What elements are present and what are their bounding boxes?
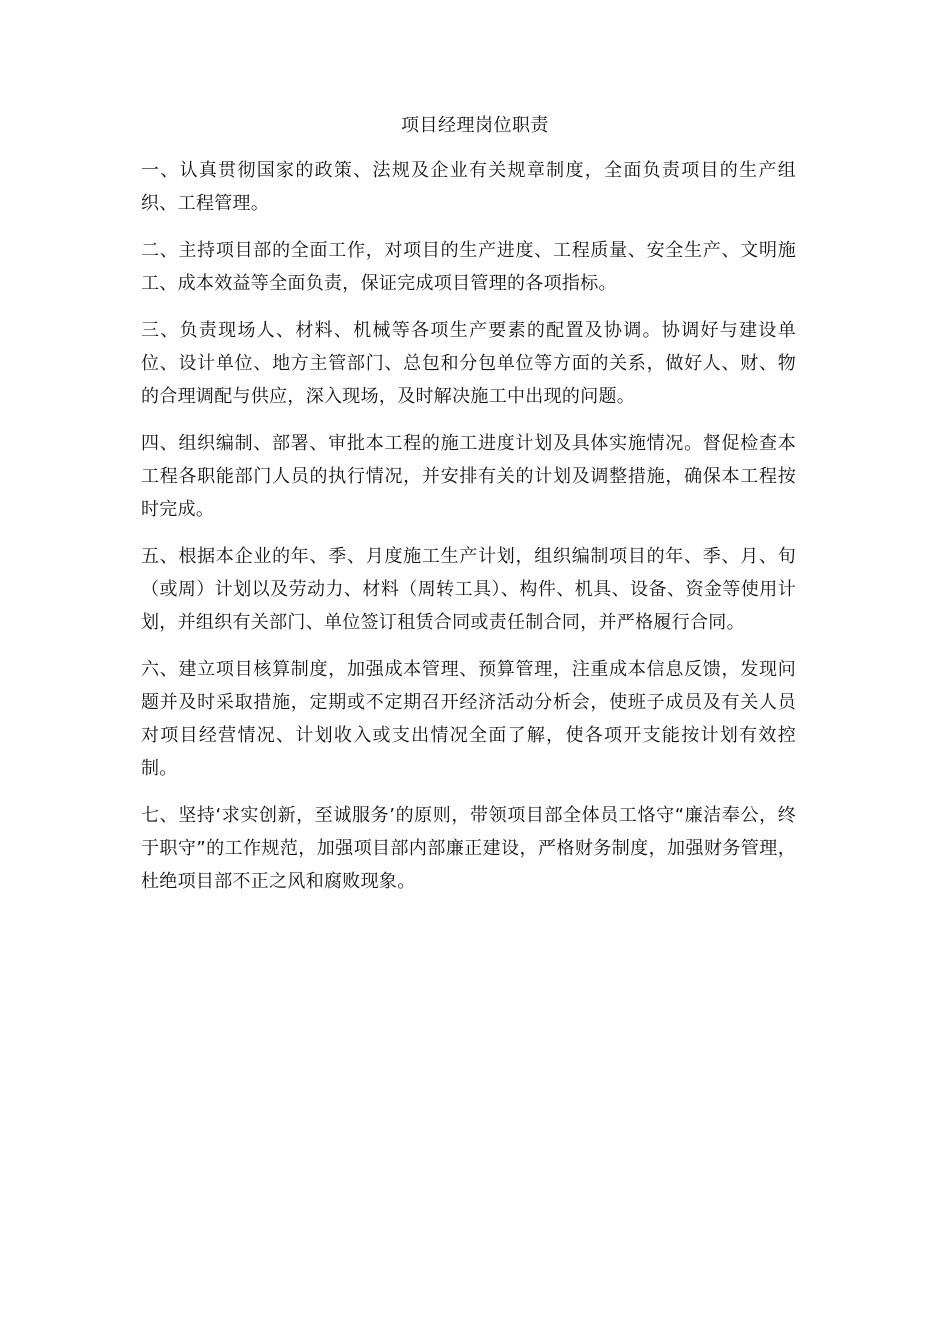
duty-paragraph-3: 三、负责现场人、材料、机械等各项生产要素的配置及协调。协调好与建设单位、设计单位、地方主管部门、总包和分包单位等方面的关系，做好人、财、物的合理调配与供应，深入现场，及时解决施工中出现的问题。 — [141, 320, 796, 407]
document-body — [141, 154, 796, 912]
duty-paragraph-5: 五、根据本企业的年、季、月度施工生产计划，组织编制项目的年、季、月、旬（或周）计划以及劳动力、材料（周转工具）、构件、机具、设备、资金等使用计划，并组织有关部门、单位签订租赁合同或责任制合同，并严格履行合同。 — [141, 546, 796, 633]
page-title: 项目经理岗位职责 — [401, 115, 549, 136]
duty-paragraph-6: 六、建立项目核算制度，加强成本管理、预算管理，注重成本信息反馈，发现问题并及时采取措施，定期或不定期召开经济活动分析会，使班子成员及有关人员对项目经营情况、计划收入或支出情况全面了解，使各项开支能按计划有效控制。 — [141, 659, 796, 779]
duty-paragraph-2: 二、主持项目部的全面工作，对项目的生产进度、工程质量、安全生产、文明施工、成本效益等全面负责，保证完成项目管理的各项指标。 — [141, 240, 796, 294]
duty-paragraph-4: 四、组织编制、部署、审批本工程的施工进度计划及具体实施情况。督促检查本工程各职能部门人员的执行情况，并安排有关的计划及调整措施，确保本工程按时完成。 — [141, 433, 796, 520]
duty-paragraph-1: 一、认真贯彻国家的政策、法规及企业有关规章制度，全面负责项目的生产组织、工程管理。 — [141, 160, 796, 214]
duty-paragraph-7: 七、坚持‘求实创新，至诚服务’的原则，带领项目部全体员工恪守“廉洁奉公，终于职守”的工作规范，加强项目部内部廉正建设，严格财务制度，加强财务管理，杜绝项目部不正之风和腐败现象。 — [141, 805, 796, 892]
